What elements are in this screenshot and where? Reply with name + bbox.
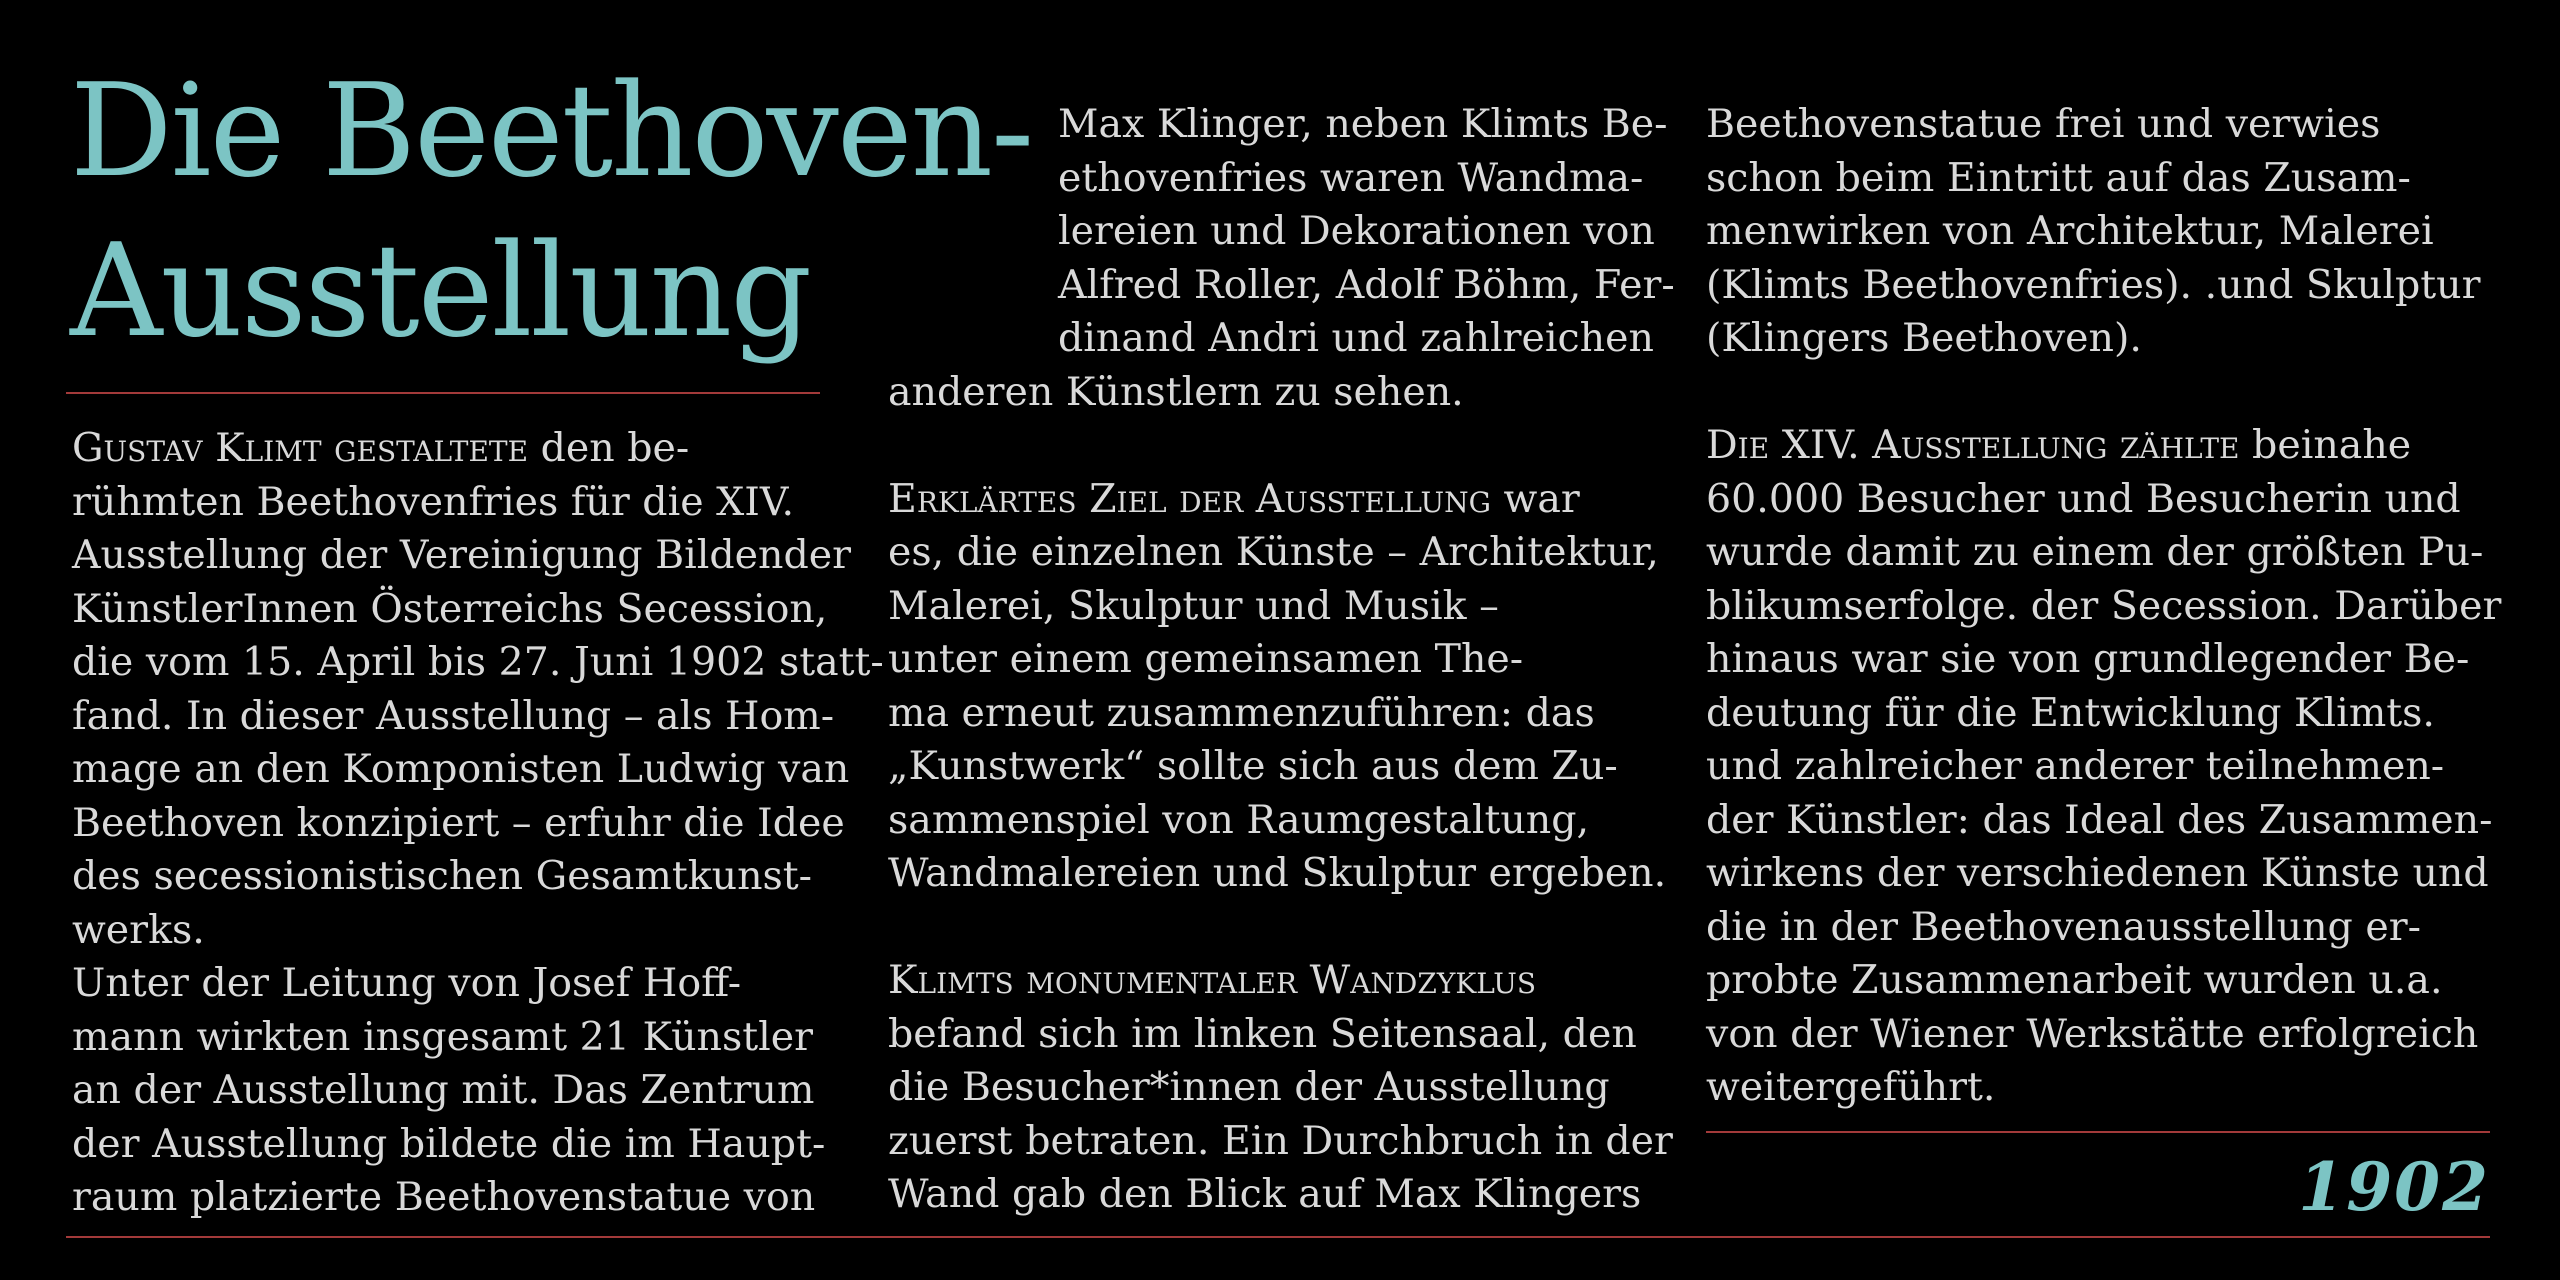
text-line [888,794,1675,848]
text-line: anderen Künstlern zu sehen. [888,368,1464,415]
text-line: Alfred Roller, Adolf Böhm, Fer- [1058,261,1675,308]
line-text: fand. In dieser Ausstellung – als Hom- [72,692,835,739]
line-text: Wandmalereien und Skulptur ergeben. [888,850,1667,896]
text-line [72,904,884,958]
small-caps-lead: Die XIV. Ausstellung zählte [1706,422,2240,468]
line-text: die in der Beethovenausstellung er- [1706,903,2421,950]
line-text: (Klimts Beethovenfries). .und Skulptur [1706,261,2481,308]
line-text: es, die einzelnen Künste – Architektur, [888,529,1659,575]
text-line [1706,580,2501,634]
text-line [888,580,1675,634]
year-label: 1902 [2298,1148,2490,1226]
text-line [72,690,884,744]
line-text: raum platzierte Beethovenstatue von [72,1174,816,1220]
line-text: des secessionistischen Gesamtkunst- [72,853,813,899]
line-text: mage an den Komponisten Ludwig van [72,746,850,792]
text-line [72,476,884,530]
text-line [888,954,1675,1008]
column-2-paragraph-2 [888,473,1675,901]
line-text: die Besucher*innen der Ausstellung [888,1064,1610,1110]
text-line [1706,312,2501,366]
line-text: der Künstler: das Ideal des Zusammen- [1706,796,2493,843]
line-text: und zahlreicher anderer teilnehmen- [1706,743,2445,789]
text-line: dinand Andri und zahlreichen [1058,315,1654,361]
title-line-2: Ausstellung [70,217,811,366]
line-text: „Kunstwerk“ sollte sich aus dem Zu- [888,743,1618,789]
text-line [888,1168,1675,1222]
line-text: rühmten Beethovenfries für die XIV. [72,478,795,525]
text-line [888,633,1675,687]
line-text: menwirken von Architektur, Malerei [1706,208,2434,254]
line-text: blikumserfolge. der Secession. Darüber [1706,582,2502,629]
paragraph-gap [1706,366,2501,420]
line-text: 60.000 Besucher und Besucherin und [1706,475,2461,522]
text-line [888,740,1675,794]
column-2 [888,98,1675,1222]
text-line [888,473,1675,527]
column-3 [1706,98,2501,1115]
line-text: wurde damit zu einem der größten Pu- [1706,529,2484,575]
line-text: beinahe [2239,422,2412,468]
text-line [1706,687,2501,741]
line-text: Wand gab den Blick auf Max Klingers [888,1171,1642,1217]
line-text: Beethovenstatue frei und verwies [1706,101,2381,147]
text-line [1706,419,2501,473]
text-line [1706,954,2501,1008]
line-text: deutung für die Entwicklung Klimts. [1706,689,2435,736]
text-line [1706,259,2501,313]
text-line [72,850,884,904]
line-text: probte Zusammenarbeit wurden u.a. [1706,957,2443,1003]
line-text: mann wirkten insgesamt 21 Künstler [72,1013,814,1060]
text-line [72,422,884,476]
text-line [72,1064,884,1118]
text-line [72,743,884,797]
text-line [72,1011,884,1065]
text-line [1706,1008,2501,1062]
text-line [888,687,1675,741]
line-text: Malerei, Skulptur und Musik – [888,582,1499,629]
line-text: Ausstellung der Vereinigung Bildender [72,532,852,578]
line-text: Beethoven konzipiert – erfuhr die Idee [72,799,845,846]
line-text: KünstlerInnen Österreichs Secession, [72,585,828,632]
text-line [888,1008,1675,1062]
column-3-paragraph-2 [1706,419,2501,1115]
column-2-paragraph-3 [888,954,1675,1222]
column-1 [72,422,884,1225]
text-line [72,583,884,637]
text-line [1706,473,2501,527]
text-line [1706,794,2501,848]
line-text: (Klingers Beethoven). [1706,315,2142,361]
text-line [888,1061,1675,1115]
line-text: sammenspiel von Raumgestaltung, [888,796,1590,843]
text-line [1706,740,2501,794]
line-text: hinaus war sie von grundlegender Be- [1706,636,2470,682]
title-divider [66,392,820,394]
line-text: befand sich im linken Seitensaal, den [888,1010,1637,1057]
text-line [1706,847,2501,901]
text-line [1706,152,2501,206]
text-line [72,797,884,851]
line-text: weitergeführt. [1706,1064,1996,1110]
small-caps-lead: Gustav Klimt gestaltete [72,425,529,471]
line-text: an der Ausstellung mit. Das Zentrum [72,1067,815,1113]
column-2-intro [888,98,1675,366]
line-text: war [1490,475,1580,522]
text-line [1706,205,2501,259]
text-line [888,1115,1675,1169]
paragraph-gap [888,419,1675,473]
text-line: lereien und Dekorationen von [1058,208,1655,254]
text-line: ethovenfries waren Wandma- [1058,154,1644,201]
text-line [72,1118,884,1172]
line-text: von der Wiener Werkstätte erfolgreich [1706,1010,2479,1057]
text-line [72,1171,884,1225]
line-text: unter einem gemeinsamen The- [888,636,1524,682]
bottom-divider [66,1236,2490,1238]
title-line-1: Die Beethoven- [70,57,1033,206]
text-line [72,636,884,690]
text-line [72,957,884,1011]
text-line [888,847,1675,901]
text-line [1706,901,2501,955]
line-text: werks. [72,906,205,953]
column-3-paragraph-1 [1706,98,2501,366]
line-text: Unter der Leitung von Josef Hoff- [72,960,742,1006]
line-text: die vom 15. April bis 27. Juni 1902 statt- [72,639,884,685]
text-line [1706,633,2501,687]
text-line [1706,1061,2501,1115]
line-text: der Ausstellung bildete die im Haupt- [72,1120,826,1167]
line-text: ma erneut zusammenzuführen: das [888,689,1595,736]
paragraph-gap [888,901,1675,955]
line-text: zuerst betraten. Ein Durchbruch in der [888,1117,1673,1164]
column-3-divider [1706,1131,2490,1133]
text-line [1706,98,2501,152]
line-text: schon beim Eintritt auf das Zusam- [1706,154,2411,201]
text-line [888,526,1675,580]
line-text: den be- [528,425,690,471]
text-line [1706,526,2501,580]
line-text: wirkens der verschiedenen Künste und [1706,850,2489,896]
text-line: Max Klinger, neben Klimts Be- [1058,101,1668,147]
small-caps-lead: Erklärtes Ziel der Ausstellung [888,475,1491,522]
small-caps-lead: Klimts monumentaler Wandzyklus [888,957,1537,1003]
text-line [72,529,884,583]
